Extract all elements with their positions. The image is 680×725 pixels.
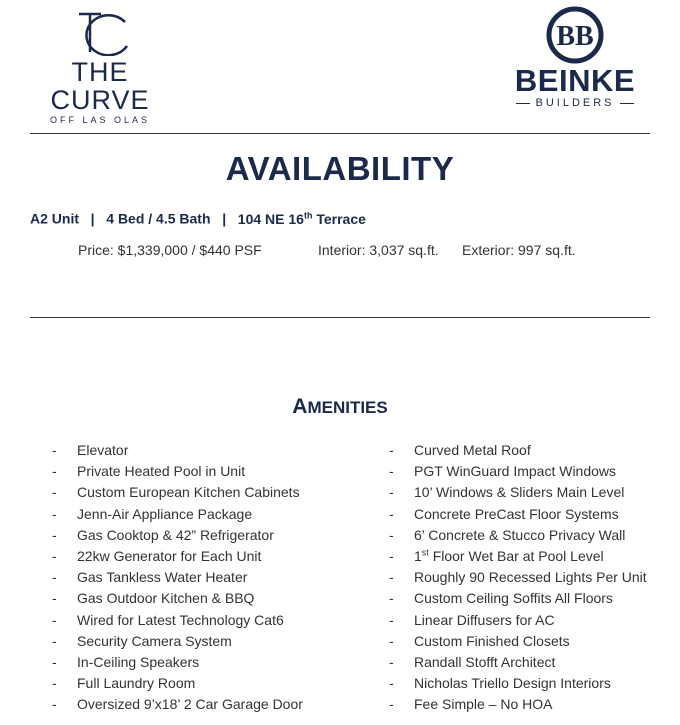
tc-monogram-icon [65, 8, 135, 56]
amenity-text: Linear Diffusers for AC [414, 611, 555, 628]
dash-bullet: - [389, 505, 394, 522]
amenities-title: AMENITIES [292, 395, 388, 418]
dash-bullet: - [52, 463, 57, 480]
bb-monogram-icon [545, 5, 605, 65]
beinke-name: BEINKE [514, 63, 636, 98]
dash-bullet: - [389, 675, 394, 692]
svg-text:BB: BB [556, 21, 594, 52]
amenity-text: Jenn-Air Appliance Package [77, 505, 253, 522]
dash-bullet: - [52, 696, 57, 713]
dash-bullet: - [389, 442, 394, 458]
dash-bullet: - [52, 590, 57, 607]
dash-bullet: - [389, 632, 394, 649]
dash-bullet: - [52, 569, 57, 586]
amenity-text: Gas Tankless Water Heater [77, 569, 248, 586]
dash-bullet: - [52, 632, 57, 649]
dash-bullet: - [52, 505, 57, 522]
dash-bullet: - [52, 675, 57, 692]
amenity-text: Nicholas Triello Design Interiors [414, 675, 611, 692]
beinke-subtitle-text: BUILDERS [535, 97, 615, 109]
dash-bullet: - [389, 526, 394, 543]
amenity-text: 6’ Concrete & Stucco Privacy Wall [414, 526, 626, 543]
divider [620, 103, 634, 104]
dash-bullet: - [52, 547, 57, 564]
separator: | [90, 210, 95, 227]
interior-sqft: Interior: 3,037 sq.ft. [318, 242, 439, 258]
amenity-text: Randall Stofft Architect [414, 653, 556, 670]
amenity-text: Custom Ceiling Soffits All Floors [414, 590, 613, 607]
top-divider [30, 133, 650, 134]
amenity-text: In-Ceiling Speakers [77, 653, 200, 670]
divider [516, 103, 530, 104]
amenity-text: Curved Metal Roof [414, 442, 531, 458]
dash-bullet: - [52, 484, 57, 501]
amenity-text: Custom European Kitchen Cabinets [77, 484, 300, 501]
dash-bullet: - [389, 463, 394, 480]
amenity-text: PGT WinGuard Impact Windows [414, 463, 617, 480]
amenity-text: Fee Simple – No HOA [414, 696, 553, 713]
amenity-text: 22kw Generator for Each Unit [77, 547, 262, 564]
amenity-text: Roughly 90 Recessed Lights Per Unit [414, 569, 647, 586]
amenity-text: Gas Cooktop & 42” Refrigerator [77, 526, 274, 543]
the-curve-logo [30, 8, 170, 125]
amenity-text: Concrete PreCast Floor Systems [414, 505, 619, 522]
dash-bullet: - [389, 547, 394, 564]
price: Price: $1,339,000 / $440 PSF [78, 242, 262, 258]
amenity-text: Security Camera System [77, 632, 232, 649]
unit-summary [30, 210, 366, 227]
page-title: AVAILABILITY [225, 150, 455, 187]
curve-name: THE CURVE [50, 57, 150, 115]
amenity-text: Wired for Latest Technology Cat6 [77, 611, 284, 628]
dash-bullet: - [52, 526, 57, 543]
beinke-builders-logo [505, 5, 645, 110]
dash-bullet: - [389, 653, 394, 670]
dash-bullet: - [389, 696, 394, 713]
address: 104 NE 16th Terrace [237, 210, 366, 227]
dash-bullet: - [389, 569, 394, 586]
dash-bullet: - [389, 484, 394, 501]
separator: | [222, 210, 227, 227]
curve-subtitle: OFF LAS OLAS [49, 115, 151, 125]
unit-name: A2 Unit [30, 210, 79, 227]
middle-divider [30, 317, 650, 318]
amenity-text: 1st Floor Wet Bar at Pool Level [414, 547, 604, 564]
amenity-text: Oversized 9’x18’ 2 Car Garage Door [77, 696, 303, 713]
dash-bullet: - [52, 611, 57, 628]
amenity-text: Elevator [77, 442, 129, 458]
amenity-text: Full Laundry Room [77, 675, 196, 692]
dash-bullet: - [389, 590, 394, 607]
amenity-text: Custom Finished Closets [414, 632, 570, 649]
dash-bullet: - [389, 611, 394, 628]
beds-baths: 4 Bed / 4.5 Bath [106, 210, 211, 227]
dash-bullet: - [52, 442, 57, 458]
dash-bullet: - [52, 653, 57, 670]
beinke-subtitle [505, 97, 645, 109]
amenity-text: Private Heated Pool in Unit [77, 463, 246, 480]
amenity-text: Gas Outdoor Kitchen & BBQ [77, 590, 255, 607]
exterior-sqft: Exterior: 997 sq.ft. [462, 242, 576, 258]
amenity-text: 10’ Windows & Sliders Main Level [414, 484, 625, 501]
